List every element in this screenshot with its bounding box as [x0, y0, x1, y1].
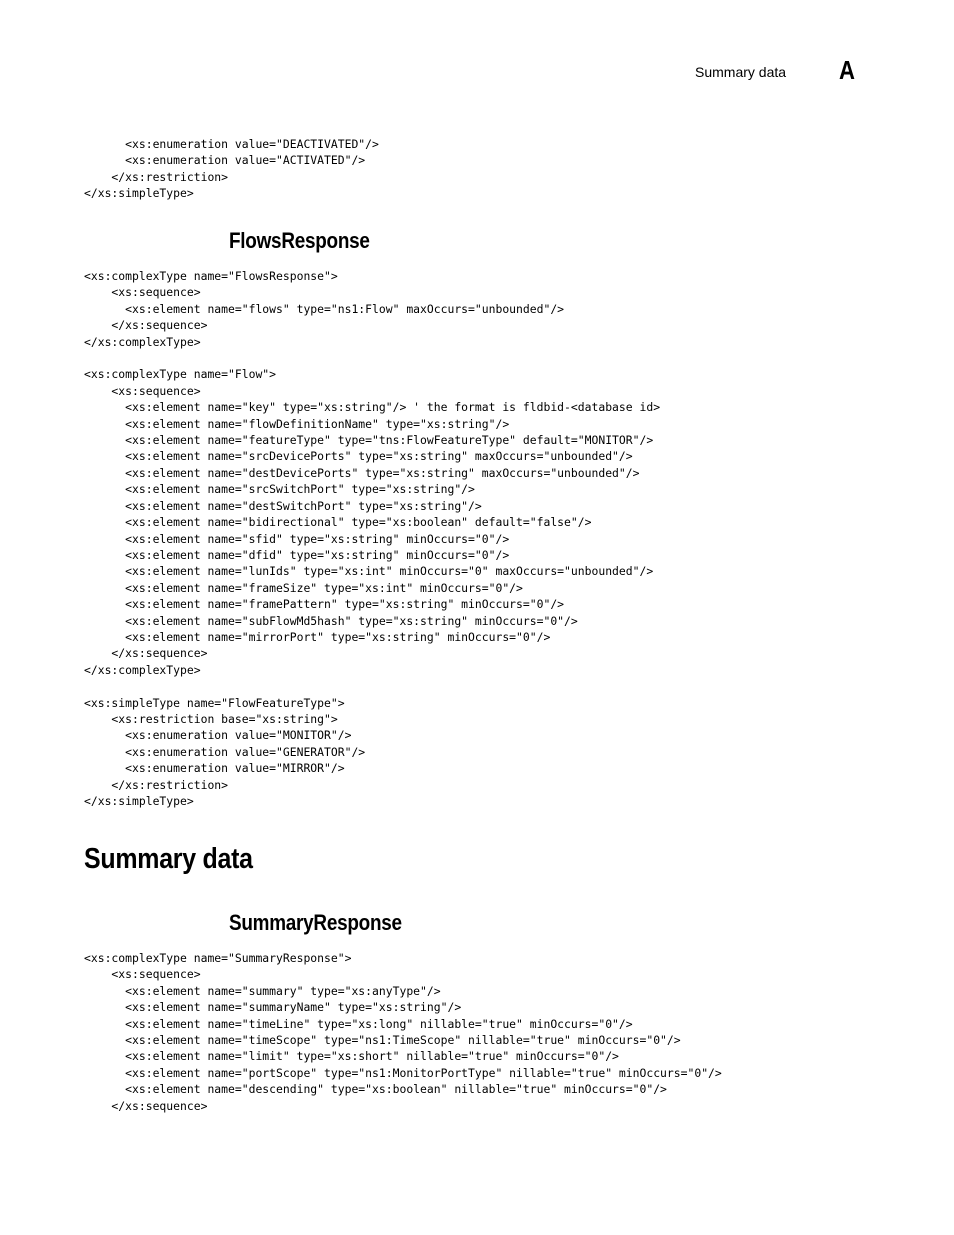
running-header-title: Summary data [695, 64, 787, 80]
appendix-letter: A [839, 55, 855, 85]
heading-flowsresponse: FlowsResponse [229, 228, 370, 253]
code-block-summaryresponse: <xs:complexType name="SummaryResponse"> <xs:sequence> <xs:element name="summary" type="xs:anyType"/> <xs:element name="summaryName" type="xs:string"/> <xs:element name="timeLine" type="xs:long" nillable="true" minOccurs="0"/> <xs:element name="timeScope" type="ns1:TimeScope" nillable="true" minOccurs="0"/> <xs:element name="limit" type="xs:short" nillable="true" minOccurs="0"/> <xs:element name="portScope" type="ns1:MonitorPortType" nillable="true" minOccurs="0"/> <xs:element name="descending" type="xs:boolean" nillable="true" minOccurs="0"/> </xs:sequence> [84, 951, 722, 1113]
code-block-enumeration-tail: <xs:enumeration value="DEACTIVATED"/> <xs:enumeration value="ACTIVATED"/> </xs:restriction> </xs:simpleType> [84, 137, 379, 201]
code-block-flowsresponse: <xs:complexType name="FlowsResponse"> <xs:sequence> <xs:element name="flows" type="ns1:Flow" maxOccurs="unbounded"/> </xs:sequence> </xs:complexType> <xs:complexType name="Flow"> <xs:sequence> <xs:element name="key" type="xs:string"/> ' the format is fldbid-<database id> <xs:element name="flowDefinitionName" type="xs:string"/> <xs:element name="featureType" type="tns:FlowFeatureType" default="MONITOR"/> <xs:element name="srcDevicePorts" type="xs:string" maxOccurs="unbounded"/> <xs:element name="destDevicePorts" type="xs:string" maxOccurs="unbounded"/> <xs:element name="srcSwitchPort" type="xs:string"/> <xs:element name="destSwitchPort" type="xs:string"/> <xs:element name="bidirectional" type="xs:boolean" default="false"/> <xs:element name="sfid" type="xs:string" minOccurs="0"/> <xs:element name="dfid" type="xs:string" minOccurs="0"/> <xs:element name="lunIds" type="xs:int" minOccurs="0" maxOccurs="unbounded"/> <xs:element name="frameSize" type="xs:int" minOccurs="0"/> <xs:element name="framePattern" type="xs:string" minOccurs="0"/> <xs:element name="subFlowMd5hash" type="xs:string" minOccurs="0"/> <xs:element name="mirrorPort" type="xs:string" minOccurs="0"/> </xs:sequence> </xs:complexType> <xs:simpleType name="FlowFeatureType"> <xs:restriction base="xs:string"> <xs:enumeration value="MONITOR"/> <xs:enumeration value="GENERATOR"/> <xs:enumeration value="MIRROR"/> </xs:restriction> </xs:simpleType> [84, 269, 661, 808]
heading-summaryresponse: SummaryResponse [229, 910, 402, 935]
section-heading-summary-data: Summary data [84, 843, 253, 875]
